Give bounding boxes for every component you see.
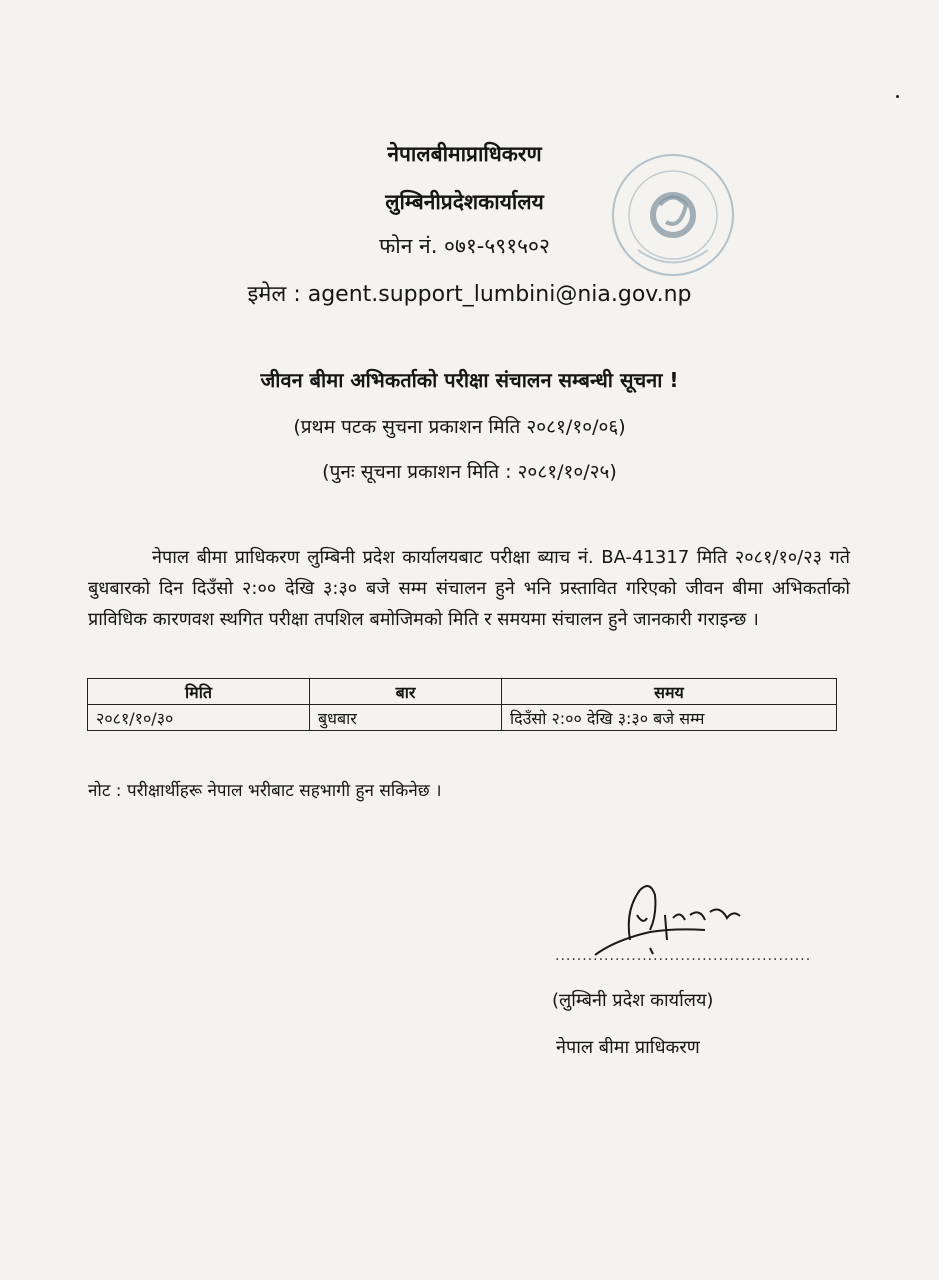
email-address: इमेल : agent.support_lumbini@nia.gov.np [247, 282, 692, 307]
schedule-table [87, 678, 837, 731]
signatory-org: नेपाल बीमा प्राधिकरण [556, 1037, 700, 1058]
signatory-office: (लुम्बिनी प्रदेश कार्यालय) [552, 990, 714, 1011]
republication-date: (पुनः सूचना प्रकाशन मिति : २०८१/१०/२५) [322, 461, 617, 483]
table-row [88, 705, 837, 731]
notice-title: जीवन बीमा अभिकर्ताको परीक्षा संचालन सम्बन्धी सूचना ! [260, 368, 679, 392]
org-name: नेपालबीमाप्राधिकरण [387, 142, 542, 166]
phone-number: फोन नं. ०७१-५९१५०२ [379, 234, 550, 258]
cell-day: बुधबार [310, 705, 502, 731]
office-name: लुम्बिनीप्रदेशकार्यालय [385, 190, 544, 214]
col-time-header: समय [502, 679, 837, 705]
cell-time: दिउँसो २:०० देखि ३:३० बजे सम्म [502, 705, 837, 731]
cell-date: २०८१/१०/३० [88, 705, 310, 731]
office-seal-stamp [608, 150, 738, 280]
notice-body: नेपाल बीमा प्राधिकरण लुम्बिनी प्रदेश कार्यालयबाट परीक्षा ब्याच नं. BA-41317 मिति २०८१/१०/२३ गते बुधबारको दिन दिउँसो २:०० देखि ३:३० बजे सम्म संचालन हुने भनि प्रस्तावित गरिएको जीवन बीमा अभिकर्ताको प्राविधिक कारणवश स्थगित परीक्षा तपशिल बमोजिमको मिति र समयमा संचालन हुने जानकारी गराइन्छ । [88, 547, 850, 630]
col-day-header: बार [310, 679, 502, 705]
first-publication-date: (प्रथम पटक सुचना प्रकाशन मिति २०८१/१०/०६) [293, 416, 626, 438]
note-text: नोट : परीक्षार्थीहरू नेपाल भरीबाट सहभागी हुन सकिनेछ । [88, 781, 442, 801]
col-date-header: मिति [88, 679, 310, 705]
paper-speck [896, 95, 899, 98]
table-header-row [88, 679, 837, 705]
signature-line: ............................................... [555, 948, 812, 964]
